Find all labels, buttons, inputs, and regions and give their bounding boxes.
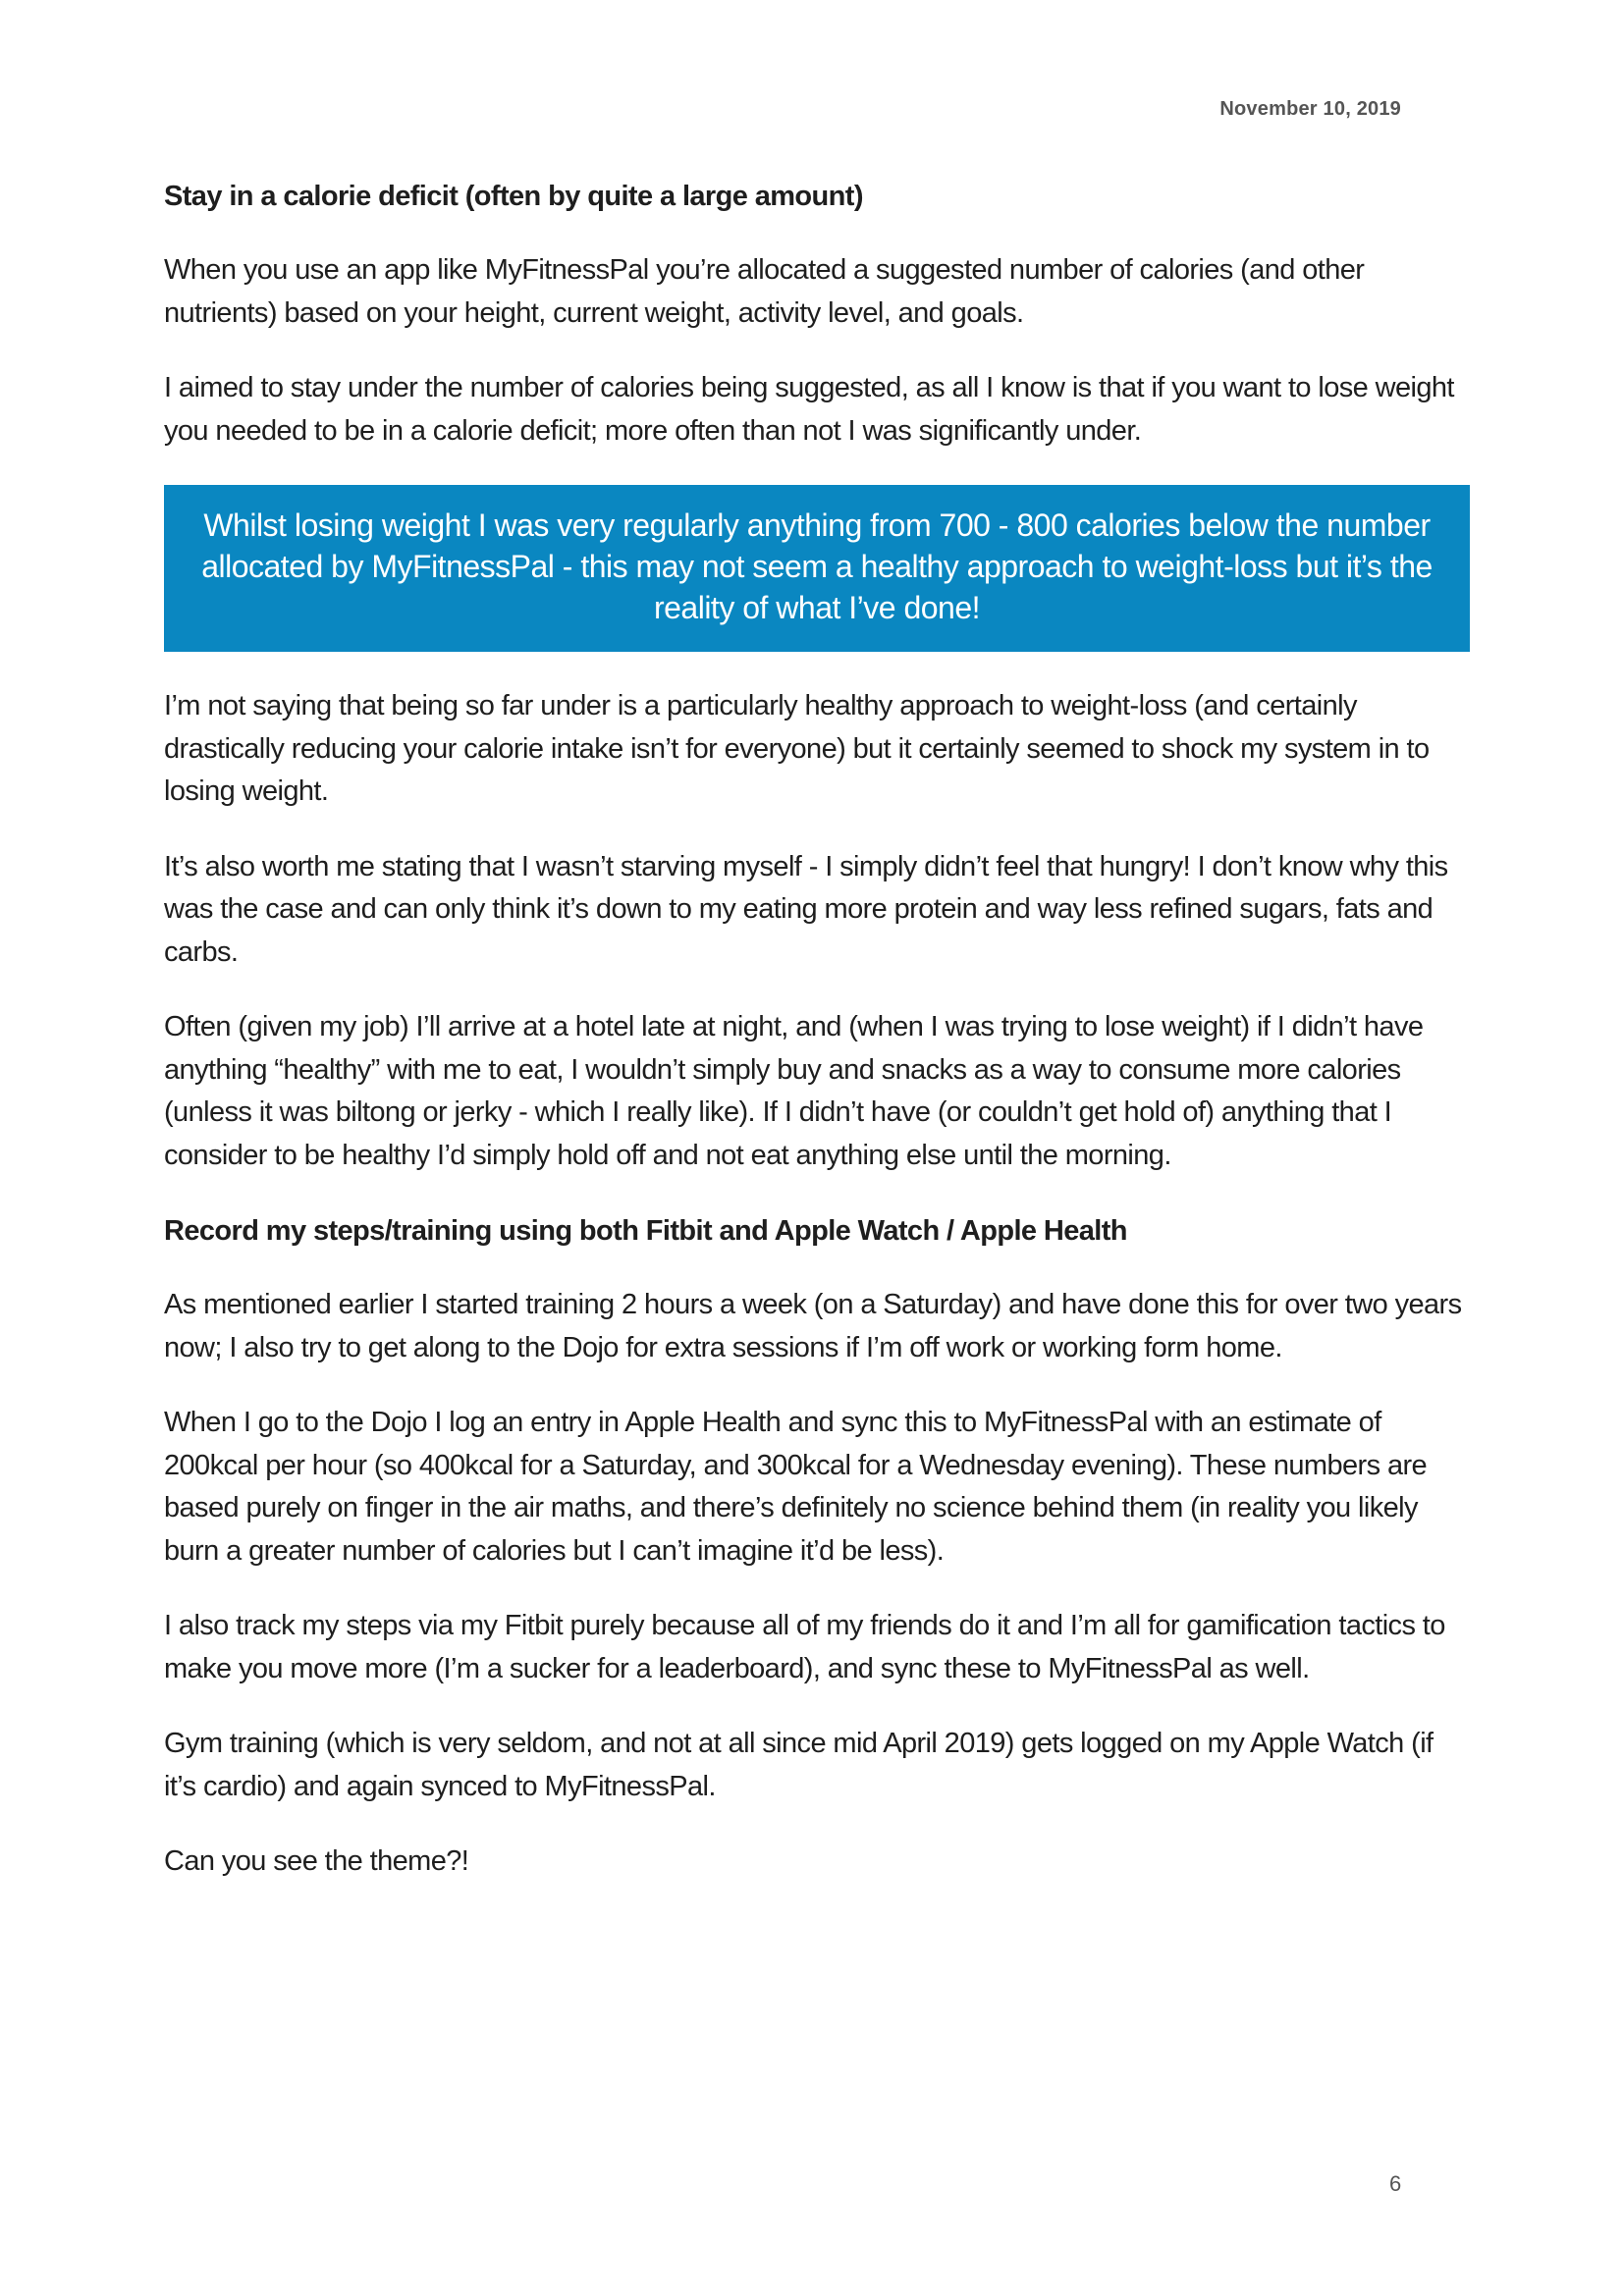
- section-heading-tracking: Record my steps/training using both Fitbit and Apple Watch / Apple Health: [164, 1215, 1127, 1247]
- paragraph: As mentioned earlier I started training 2 hours a week (on a Saturday) and have done this for over two years now; I also try to get along to the Dojo for extra sessions if I’m off work or working form home.: [164, 1289, 1462, 1363]
- paragraph: I also track my steps via my Fitbit purely because all of my friends do it and I’m all for gamification tactics to make you move more (I’m a sucker for a leaderboard), and sync these to MyFitnessPal as well.: [164, 1610, 1445, 1684]
- page-number: 6: [1389, 2171, 1402, 2196]
- paragraph: Can you see the theme?!: [164, 1845, 469, 1877]
- paragraph: It’s also worth me stating that I wasn’t starving myself - I simply didn’t feel that hungry! I don’t know why this was the case and can only think it’s down to my eating more protein and way less refined sugars, fats and carbs.: [164, 850, 1448, 968]
- section-heading-calorie-deficit: Stay in a calorie deficit (often by quite a large amount): [164, 181, 863, 212]
- page-date: November 10, 2019: [1219, 98, 1401, 120]
- paragraph: Often (given my job) I’ll arrive at a hotel late at night, and (when I was trying to lose weight) if I didn’t have anything “healthy” with me to eat, I wouldn’t simply buy and snacks as a way to consume more calories (unless it was biltong or jerky - which I really like). If I didn’t have (or couldn’t get hold of) anything that I consider to be healthy I’d simply hold off and not eat anything else until the morning.: [164, 1011, 1424, 1171]
- document-body: [164, 175, 1470, 1916]
- paragraph: When I go to the Dojo I log an entry in Apple Health and sync this to MyFitnessPal with an estimate of 200kcal per hour (so 400kcal for a Saturday, and 300kcal for a Wednesday evening). These numbers are based purely on finger in the air maths, and there’s definitely no science behind them (in reality you likely burn a greater number of calories but I can’t imagine it’d be less).: [164, 1407, 1428, 1567]
- paragraph: I’m not saying that being so far under is a particularly healthy approach to weight-loss (and certainly drastically reducing your calorie intake isn’t for everyone) but it certainly seemed to shock my system in to losing weight.: [164, 690, 1430, 807]
- callout-box: Whilst losing weight I was very regularly anything from 700 - 800 calories below the number allocated by MyFitnessPal - this may not seem a healthy approach to weight-loss but it’s the reality of what I’ve done!: [164, 485, 1470, 652]
- paragraph: When you use an app like MyFitnessPal you’re allocated a suggested number of calories (and other nutrients) based on your height, current weight, activity level, and goals.: [164, 254, 1365, 329]
- paragraph: I aimed to stay under the number of calories being suggested, as all I know is that if you want to lose weight you needed to be in a calorie deficit; more often than not I was significantly under.: [164, 372, 1454, 447]
- paragraph: Gym training (which is very seldom, and not at all since mid April 2019) gets logged on my Apple Watch (if it’s cardio) and again synced to MyFitnessPal.: [164, 1728, 1434, 1802]
